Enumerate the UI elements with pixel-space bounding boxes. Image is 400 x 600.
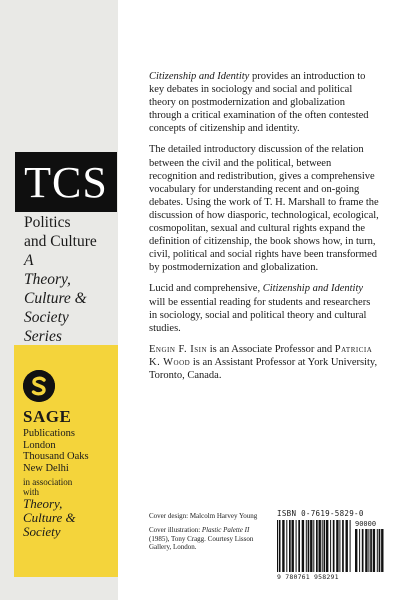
tcs-logo bbox=[15, 152, 117, 212]
barcode-main-icon bbox=[277, 520, 351, 572]
association-line: in association bbox=[23, 477, 73, 487]
credit-text: (1985), Tony Cragg. Courtesy Lisson Gallery, London. bbox=[149, 534, 254, 552]
isbn-number: ISBN 0-7619-5829-0 bbox=[277, 509, 364, 518]
cover-design-credit: Cover design: Malcolm Harvey Young bbox=[149, 512, 258, 520]
cover-credits bbox=[149, 512, 269, 558]
publisher-line: Publications bbox=[23, 428, 75, 439]
association-text bbox=[23, 477, 113, 497]
series-italic-2: Theory, bbox=[24, 271, 71, 288]
author-name: Engin F. Isin bbox=[149, 343, 208, 355]
association-series bbox=[23, 497, 115, 539]
series-italic-1: A bbox=[24, 252, 34, 269]
series-italic-3: Culture & bbox=[24, 290, 87, 307]
barcode-supplement-icon bbox=[355, 529, 385, 572]
series-title bbox=[24, 213, 119, 346]
association-line: with bbox=[23, 487, 40, 497]
publisher-line: New Delhi bbox=[23, 462, 69, 474]
series-italic-5: Series bbox=[24, 328, 62, 345]
tcs-logo-text: TCS bbox=[24, 157, 108, 207]
author-text: is an Associate Professor and bbox=[207, 343, 333, 355]
description-paragraph-3 bbox=[149, 282, 379, 334]
series-line-1: Politics bbox=[24, 214, 71, 231]
publisher-locations bbox=[23, 428, 113, 474]
description-paragraph-1 bbox=[149, 70, 379, 135]
barcode bbox=[277, 520, 387, 590]
book-title-italic: Citizenship and Identity bbox=[262, 283, 364, 295]
publisher-line: London bbox=[23, 439, 56, 451]
book-description bbox=[149, 70, 379, 390]
series-line-2: and Culture bbox=[24, 233, 97, 250]
author-bio bbox=[149, 343, 379, 382]
author-text: is an Assistant Professor at York University, Toronto, Canada. bbox=[149, 356, 378, 381]
cover-illustration-credit bbox=[149, 526, 269, 551]
description-text: Lucid and comprehensive, bbox=[149, 283, 263, 295]
publisher-name: SAGE bbox=[23, 407, 72, 426]
description-text: provides an introduction to key debates in sociology and social and political theory on postmodernization and globalization through a critical examination of the often contested concepts of citizenship and identity. bbox=[149, 71, 369, 135]
book-title-italic: Citizenship and Identity bbox=[149, 71, 250, 82]
description-text: will be essential reading for students and researchers in sociology, social and political theory and cultural studies. bbox=[149, 296, 371, 334]
association-series-line: Society bbox=[23, 524, 61, 539]
series-italic-4: Society bbox=[24, 309, 69, 326]
author-name: Patricia K. Wood bbox=[149, 343, 373, 368]
ean-number: 9 780761 958291 bbox=[277, 573, 339, 581]
association-series-line: Culture & bbox=[23, 510, 76, 525]
artwork-title: Plastic Palette II bbox=[201, 526, 250, 535]
sage-logo-icon bbox=[23, 370, 55, 402]
association-series-line: Theory, bbox=[23, 496, 63, 511]
description-paragraph-2: The detailed introductory discussion of the relation between the civil and the political, between recognition and redistribution, gives a comprehensive vocabulary for understanding recent and on-going debates. Using the work of T. H. Marshall to frame the discussion of how diasporic, technological, ecological, cosmopolitan, sexual and cultural rights expand the definition of citizenship, the book shows how, in turn, civil, political and social rights have been transformed by postmodernization and globalization. bbox=[149, 144, 379, 274]
credit-text: Cover illustration: bbox=[149, 526, 202, 535]
barcode-supplement-number: 90000 bbox=[355, 520, 377, 528]
publisher-line: Thousand Oaks bbox=[23, 451, 89, 462]
